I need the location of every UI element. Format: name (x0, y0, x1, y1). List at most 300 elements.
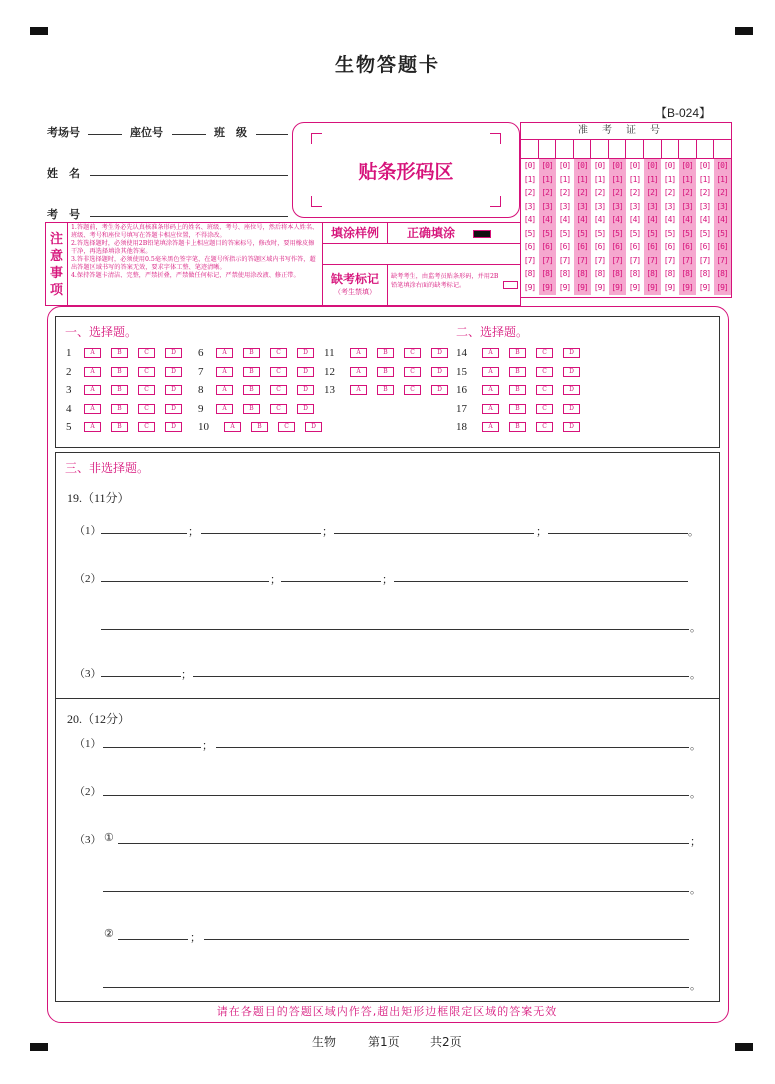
id-digit-bubble[interactable]: [6] (558, 242, 571, 251)
id-digit-bubble[interactable]: [4] (698, 215, 711, 224)
option-bubble[interactable]: D (563, 422, 580, 432)
option-bubble[interactable]: D (563, 367, 580, 377)
id-digit-bubble[interactable]: [0] (663, 161, 676, 170)
id-digit-bubble[interactable]: [6] (593, 242, 606, 251)
id-digit-bubble[interactable]: [7] (558, 255, 571, 265)
id-digit-column[interactable] (626, 159, 643, 295)
id-digit-bubble[interactable]: [0] (716, 161, 728, 170)
id-digit-bubble[interactable]: [5] (716, 228, 728, 238)
id-digit-bubble[interactable]: [7] (523, 255, 536, 265)
option-bubble[interactable]: B (243, 404, 260, 414)
correct-fill-label: 正确填涂 (407, 226, 456, 240)
option-bubble[interactable]: B (111, 404, 128, 414)
q19-2-blank-d[interactable] (101, 629, 689, 630)
q20-part1-label: （1） (74, 738, 102, 750)
option-bubble[interactable]: A (84, 348, 101, 358)
q19-2-blank-c[interactable] (394, 581, 688, 582)
option-bubble[interactable]: C (138, 422, 155, 432)
choice-row (456, 403, 590, 415)
id-digit-bubble[interactable]: [5] (698, 228, 711, 238)
seat-field[interactable] (172, 122, 206, 135)
id-digit-bubble[interactable]: [5] (593, 228, 606, 238)
id-digit-bubble[interactable]: [6] (698, 242, 711, 251)
option-bubble[interactable]: B (377, 348, 394, 358)
question-number: 11 (324, 347, 335, 359)
id-digit-bubble[interactable]: [2] (558, 188, 571, 197)
admission-id-title: 准考证号 (521, 123, 731, 140)
option-bubble[interactable]: C (270, 348, 287, 358)
option-bubble[interactable]: D (297, 348, 314, 358)
id-digit-bubble[interactable]: [5] (611, 228, 623, 238)
id-digit-bubble[interactable]: [0] (681, 161, 693, 170)
option-bubble[interactable]: C (404, 367, 421, 377)
fill-sample-area (322, 222, 519, 304)
id-digit-column[interactable] (539, 159, 556, 295)
question-number: 5 (66, 421, 72, 433)
option-bubble[interactable]: D (165, 348, 182, 358)
id-digit-bubble[interactable]: [7] (698, 255, 711, 265)
id-digit-column[interactable] (574, 159, 591, 295)
page-subject: 生物 (312, 1035, 337, 1049)
q19-1-blank-c[interactable] (334, 533, 534, 534)
id-digit-bubble[interactable]: [2] (576, 188, 588, 197)
q19-1-blank-b[interactable] (201, 533, 321, 534)
option-bubble[interactable]: B (509, 348, 526, 358)
period: 。 (688, 526, 699, 538)
id-digit-bubble[interactable]: [1] (646, 174, 658, 184)
section2-heading: 二、选择题。 (456, 325, 529, 339)
id-digit-bubble[interactable]: [7] (541, 255, 553, 265)
option-bubble[interactable]: C (270, 404, 287, 414)
option-bubble[interactable]: A (482, 404, 499, 414)
q20-3-sub1: ① (104, 832, 114, 844)
period: 。 (690, 980, 701, 992)
page-total: 共2页 (430, 1035, 462, 1049)
id-digit-bubble[interactable]: [2] (593, 188, 606, 197)
id-digit-bubble[interactable]: [8] (681, 269, 693, 278)
option-bubble[interactable]: B (377, 367, 394, 377)
option-bubble[interactable]: A (350, 385, 367, 395)
option-bubble[interactable]: C (404, 385, 421, 395)
id-digit-bubble[interactable]: [6] (523, 242, 536, 251)
choice-row (198, 403, 324, 415)
id-digit-bubble[interactable]: [3] (541, 201, 553, 211)
separator: ； (536, 526, 547, 538)
id-digit-bubble[interactable]: [7] (593, 255, 606, 265)
option-bubble[interactable]: A (350, 367, 367, 377)
q19-3-blank-a[interactable] (101, 676, 181, 677)
admission-id-cells[interactable] (521, 140, 731, 159)
option-bubble[interactable]: B (509, 422, 526, 432)
id-digit-bubble[interactable]: [2] (611, 188, 623, 197)
id-digit-bubble[interactable]: [2] (523, 188, 536, 197)
option-bubble[interactable]: A (84, 385, 101, 395)
q20-section (55, 697, 720, 1002)
option-bubble[interactable]: D (431, 367, 448, 377)
separator: ； (188, 526, 199, 538)
id-digit-bubble[interactable]: [9] (523, 282, 536, 292)
option-bubble[interactable]: A (482, 385, 499, 395)
id-digit-bubble[interactable]: [0] (646, 161, 658, 170)
question-number: 15 (456, 365, 467, 378)
question-number: 4 (66, 402, 72, 415)
option-bubble[interactable]: D (431, 348, 448, 358)
option-bubble[interactable]: A (216, 385, 233, 395)
option-bubble[interactable]: C (404, 348, 421, 358)
option-bubble[interactable]: D (297, 385, 314, 395)
id-digit-bubble[interactable]: [5] (681, 228, 693, 238)
choice-row (456, 347, 590, 359)
id-digit-bubble[interactable]: [1] (698, 174, 711, 184)
option-bubble[interactable]: D (165, 404, 182, 414)
id-digit-bubble[interactable]: [1] (576, 174, 588, 184)
id-digit-bubble[interactable]: [9] (558, 282, 571, 292)
id-digit-bubble[interactable]: [3] (646, 201, 658, 211)
choice-row (198, 366, 324, 378)
id-digit-bubble[interactable]: [0] (593, 161, 606, 170)
option-bubble[interactable]: A (216, 348, 233, 358)
id-digit-bubble[interactable]: [9] (663, 282, 676, 292)
id-digit-bubble[interactable]: [7] (628, 255, 641, 265)
option-bubble[interactable]: C (270, 385, 287, 395)
choice-row (198, 347, 324, 359)
option-bubble[interactable]: D (297, 367, 314, 377)
id-digit-bubble[interactable]: [3] (628, 201, 641, 211)
separator: ； (382, 574, 393, 586)
option-bubble[interactable]: A (84, 404, 101, 414)
q20-3-sub2: ② (104, 928, 114, 940)
option-bubble[interactable]: B (111, 367, 128, 377)
id-digit-column[interactable] (696, 159, 713, 295)
option-bubble[interactable]: A (482, 422, 499, 432)
id-digit-bubble[interactable]: [4] (541, 215, 553, 224)
id-digit-bubble[interactable]: [1] (593, 174, 606, 184)
id-digit-bubble[interactable]: [1] (523, 174, 536, 184)
q20-3-1-blank-b[interactable] (103, 891, 689, 892)
id-digit-bubble[interactable]: [1] (681, 174, 693, 184)
absent-mark-box[interactable] (503, 281, 518, 289)
id-digit-bubble[interactable]: [2] (646, 188, 658, 197)
id-digit-bubble[interactable]: [3] (663, 201, 676, 211)
id-digit-bubble[interactable]: [7] (576, 255, 588, 265)
id-digit-bubble[interactable]: [9] (716, 282, 728, 292)
notice-items (71, 224, 319, 280)
question-number: 2 (66, 365, 72, 378)
id-digit-bubble[interactable]: [8] (716, 269, 728, 278)
id-digit-bubble[interactable]: [4] (523, 215, 536, 224)
separator: ； (690, 836, 701, 848)
id-digit-bubble[interactable]: [5] (523, 228, 536, 238)
id-digit-bubble[interactable]: [5] (576, 228, 588, 238)
id-digit-bubble[interactable]: [0] (611, 161, 623, 170)
id-digit-bubble[interactable]: [1] (611, 174, 623, 184)
footer-warning: 请在各题目的答题区域内作答,超出矩形边框限定区域的答案无效 (216, 1005, 558, 1018)
q19-1-blank-d[interactable] (548, 533, 688, 534)
id-digit-bubble[interactable]: [3] (576, 201, 588, 211)
notice-title: 注 意 事 项 (46, 223, 68, 305)
option-bubble[interactable]: C (536, 367, 553, 377)
option-bubble[interactable]: D (563, 348, 580, 358)
id-digit-bubble[interactable]: [6] (576, 242, 588, 251)
id-digit-bubble[interactable]: [7] (681, 255, 693, 265)
id-digit-bubble[interactable]: [3] (716, 201, 728, 211)
choice-row (66, 403, 192, 415)
option-bubble[interactable]: C (536, 348, 553, 358)
id-digit-bubble[interactable]: [0] (628, 161, 641, 170)
option-bubble[interactable]: B (509, 385, 526, 395)
id-digit-bubble[interactable]: [8] (646, 269, 658, 278)
question-number: 16 (456, 384, 467, 396)
id-digit-column[interactable] (644, 159, 661, 295)
question-number: 1 (66, 347, 72, 359)
q20-3-1-blank-a[interactable] (118, 843, 689, 844)
exam-room-field[interactable] (88, 122, 122, 135)
id-digit-bubble[interactable]: [8] (541, 269, 553, 278)
q20-part2-label: （2） (74, 786, 102, 798)
option-bubble[interactable]: A (224, 422, 241, 432)
id-digit-bubble[interactable]: [9] (593, 282, 606, 292)
id-digit-bubble[interactable]: [8] (523, 269, 536, 278)
option-bubble[interactable]: D (165, 385, 182, 395)
id-digit-column[interactable] (609, 159, 626, 295)
period: 。 (690, 669, 701, 681)
option-bubble[interactable]: C (536, 404, 553, 414)
id-digit-bubble[interactable]: [2] (716, 188, 728, 197)
q20-title: 20.（12分） (67, 712, 131, 726)
option-bubble[interactable]: C (138, 404, 155, 414)
q19-3-blank-b[interactable] (193, 676, 689, 677)
registration-mark-top-left (30, 27, 48, 35)
absent-note: 缺考考生，由监考员贴条形码，并用2B铅笔填涂右面的缺考标记。 (391, 273, 499, 289)
id-digit-bubble[interactable]: [7] (716, 255, 728, 265)
id-digit-bubble[interactable]: [4] (611, 215, 623, 224)
q19-2-blank-a[interactable] (101, 581, 269, 582)
notice-item: 3.答非选择题时，必须使用0.5毫米黑色签字笔，在题号所指示的答题区域内书写作答，超出答题区域书写的答案无效，要求字体工整、笔迹清晰。 (71, 256, 316, 271)
option-bubble[interactable]: B (111, 385, 128, 395)
option-bubble[interactable]: B (243, 348, 260, 358)
id-digit-bubble[interactable]: [4] (576, 215, 588, 224)
id-digit-column[interactable] (679, 159, 696, 295)
choice-row (198, 421, 332, 433)
id-digit-bubble[interactable]: [8] (593, 269, 606, 278)
period: 。 (690, 740, 701, 752)
option-bubble[interactable]: B (111, 422, 128, 432)
page-current: 第1页 (368, 1035, 400, 1049)
option-bubble[interactable]: D (563, 404, 580, 414)
q19-section (55, 452, 720, 699)
q20-1-blank-b[interactable] (216, 747, 689, 748)
option-bubble[interactable]: D (305, 422, 322, 432)
multiple-choice-section (55, 316, 720, 448)
id-digit-bubble[interactable]: [3] (698, 201, 711, 211)
q19-2-blank-b[interactable] (281, 581, 381, 582)
option-bubble[interactable]: C (536, 422, 553, 432)
option-bubble[interactable]: D (563, 385, 580, 395)
id-digit-bubble[interactable]: [4] (663, 215, 676, 224)
id-digit-bubble[interactable]: [1] (541, 174, 553, 184)
id-digit-bubble[interactable]: [9] (541, 282, 553, 292)
choice-row (324, 347, 458, 359)
q20-3-2-blank-c[interactable] (103, 987, 689, 988)
option-bubble[interactable]: B (111, 348, 128, 358)
q19-part1-label: （1） (74, 525, 102, 537)
option-bubble[interactable]: A (84, 367, 101, 377)
id-digit-column[interactable] (591, 159, 608, 295)
id-digit-bubble[interactable]: [4] (716, 215, 728, 224)
option-bubble[interactable]: A (84, 422, 101, 432)
separator: ； (322, 526, 333, 538)
q20-2-blank[interactable] (103, 795, 689, 796)
id-digit-bubble[interactable]: [3] (681, 201, 693, 211)
id-digit-bubble[interactable]: [0] (576, 161, 588, 170)
id-digit-bubble[interactable]: [2] (663, 188, 676, 197)
notice-item: 4.保持答题卡清洁、完整，严禁折叠，严禁做任何标记，严禁使用涂改液、修正带。 (71, 272, 300, 279)
id-digit-bubble[interactable]: [6] (681, 242, 693, 251)
registration-mark-bottom-left (30, 1043, 48, 1051)
question-number: 3 (66, 384, 72, 396)
id-digit-bubble[interactable]: [8] (576, 269, 588, 278)
barcode-area (292, 122, 520, 218)
id-digit-bubble[interactable]: [5] (558, 228, 571, 238)
option-bubble[interactable]: A (216, 367, 233, 377)
id-digit-bubble[interactable]: [4] (628, 215, 641, 224)
option-bubble[interactable]: C (138, 367, 155, 377)
option-bubble[interactable]: B (509, 367, 526, 377)
exam-no-field[interactable] (90, 204, 288, 217)
question-number: 6 (198, 347, 204, 359)
id-digit-bubble[interactable]: [9] (698, 282, 711, 292)
option-bubble[interactable]: A (482, 348, 499, 358)
option-bubble[interactable]: B (377, 385, 394, 395)
id-digit-bubble[interactable]: [4] (646, 215, 658, 224)
id-digit-bubble[interactable]: [3] (611, 201, 623, 211)
id-digit-column[interactable] (714, 159, 731, 295)
option-bubble[interactable]: B (251, 422, 268, 432)
id-digit-bubble[interactable]: [2] (698, 188, 711, 197)
id-digit-bubble[interactable]: [9] (646, 282, 658, 292)
id-digit-bubble[interactable]: [8] (663, 269, 676, 278)
separator: ； (181, 669, 192, 681)
id-digit-bubble[interactable]: [8] (611, 269, 623, 278)
question-number: 17 (456, 402, 467, 415)
id-digit-bubble[interactable]: [9] (681, 282, 693, 292)
q19-1-blank-a[interactable] (101, 533, 187, 534)
q20-1-blank-a[interactable] (103, 747, 201, 748)
id-digit-bubble[interactable]: [4] (593, 215, 606, 224)
id-digit-bubble[interactable]: [2] (541, 188, 553, 197)
choice-row (456, 421, 590, 433)
q20-3-2-blank-a[interactable] (118, 939, 188, 940)
option-bubble[interactable]: D (297, 404, 314, 414)
id-digit-bubble[interactable]: [0] (558, 161, 571, 170)
id-digit-bubble[interactable]: [4] (681, 215, 693, 224)
option-bubble[interactable]: B (509, 404, 526, 414)
id-digit-bubble[interactable]: [2] (681, 188, 693, 197)
absent-sub: （考生禁填） (334, 288, 376, 296)
option-bubble[interactable]: C (138, 348, 155, 358)
question-number: 18 (456, 421, 467, 433)
id-digit-bubble[interactable]: [6] (663, 242, 676, 251)
id-digit-bubble[interactable]: [5] (663, 228, 676, 238)
absent-label: 缺考标记 (330, 272, 379, 286)
id-digit-bubble[interactable]: [1] (663, 174, 676, 184)
id-digit-column[interactable] (661, 159, 678, 295)
question-number: 7 (198, 365, 204, 378)
choice-row (66, 421, 192, 433)
choice-row (324, 384, 458, 396)
id-digit-bubble[interactable]: [3] (558, 201, 571, 211)
id-digit-bubble[interactable]: [5] (628, 228, 641, 238)
id-digit-bubble[interactable]: [3] (593, 201, 606, 211)
choice-row (66, 366, 192, 378)
option-bubble[interactable]: C (278, 422, 295, 432)
id-digit-bubble[interactable]: [6] (611, 242, 623, 251)
id-digit-bubble[interactable]: [9] (628, 282, 641, 292)
id-digit-bubble[interactable]: [5] (541, 228, 553, 238)
option-bubble[interactable]: C (138, 385, 155, 395)
id-digit-bubble[interactable]: [5] (646, 228, 658, 238)
id-digit-bubble[interactable]: [6] (646, 242, 658, 251)
name-field[interactable] (90, 163, 288, 176)
section1-heading: 一、选择题。 (65, 325, 138, 339)
id-digit-bubble[interactable]: [7] (611, 255, 623, 265)
id-digit-column[interactable] (521, 159, 538, 295)
option-bubble[interactable]: A (216, 404, 233, 414)
id-digit-bubble[interactable]: [7] (646, 255, 658, 265)
seat-label: 座位号 (130, 126, 163, 139)
option-bubble[interactable]: B (243, 385, 260, 395)
page-title: 生物答题卡 (334, 54, 440, 76)
option-bubble[interactable]: D (165, 422, 182, 432)
id-digit-bubble[interactable]: [6] (628, 242, 641, 251)
id-digit-bubble[interactable]: [0] (523, 161, 536, 170)
option-bubble[interactable]: A (482, 367, 499, 377)
registration-mark-top-right (735, 27, 753, 35)
id-digit-bubble[interactable]: [9] (611, 282, 623, 292)
id-digit-bubble[interactable]: [6] (716, 242, 728, 251)
option-bubble[interactable]: B (243, 367, 260, 377)
option-bubble[interactable]: A (350, 348, 367, 358)
option-bubble[interactable]: C (536, 385, 553, 395)
id-digit-bubble[interactable]: [1] (628, 174, 641, 184)
id-digit-bubble[interactable]: [6] (541, 242, 553, 251)
option-bubble[interactable]: D (165, 367, 182, 377)
id-digit-bubble[interactable]: [8] (698, 269, 711, 278)
id-digit-bubble[interactable]: [2] (628, 188, 641, 197)
id-digit-bubble[interactable]: [1] (558, 174, 571, 184)
id-digit-bubble[interactable]: [7] (663, 255, 676, 265)
choice-row (198, 384, 324, 396)
id-digit-bubble[interactable]: [8] (558, 269, 571, 278)
option-bubble[interactable]: C (270, 367, 287, 377)
option-bubble[interactable]: D (431, 385, 448, 395)
id-digit-bubble[interactable]: [3] (523, 201, 536, 211)
question-number: 14 (456, 347, 467, 359)
class-label: 班 级 (214, 126, 247, 139)
separator: ； (190, 932, 201, 944)
id-digit-bubble[interactable]: [4] (558, 215, 571, 224)
id-digit-column[interactable] (556, 159, 573, 295)
class-field[interactable] (256, 122, 288, 135)
q20-3-2-blank-b[interactable] (204, 939, 689, 940)
id-digit-bubble[interactable]: [9] (576, 282, 588, 292)
id-digit-bubble[interactable]: [1] (716, 174, 728, 184)
id-digit-bubble[interactable]: [0] (698, 161, 711, 170)
period: 。 (690, 884, 701, 896)
separator: ； (270, 574, 281, 586)
id-digit-bubble[interactable]: [8] (628, 269, 641, 278)
id-digit-bubble[interactable]: [0] (541, 161, 553, 170)
